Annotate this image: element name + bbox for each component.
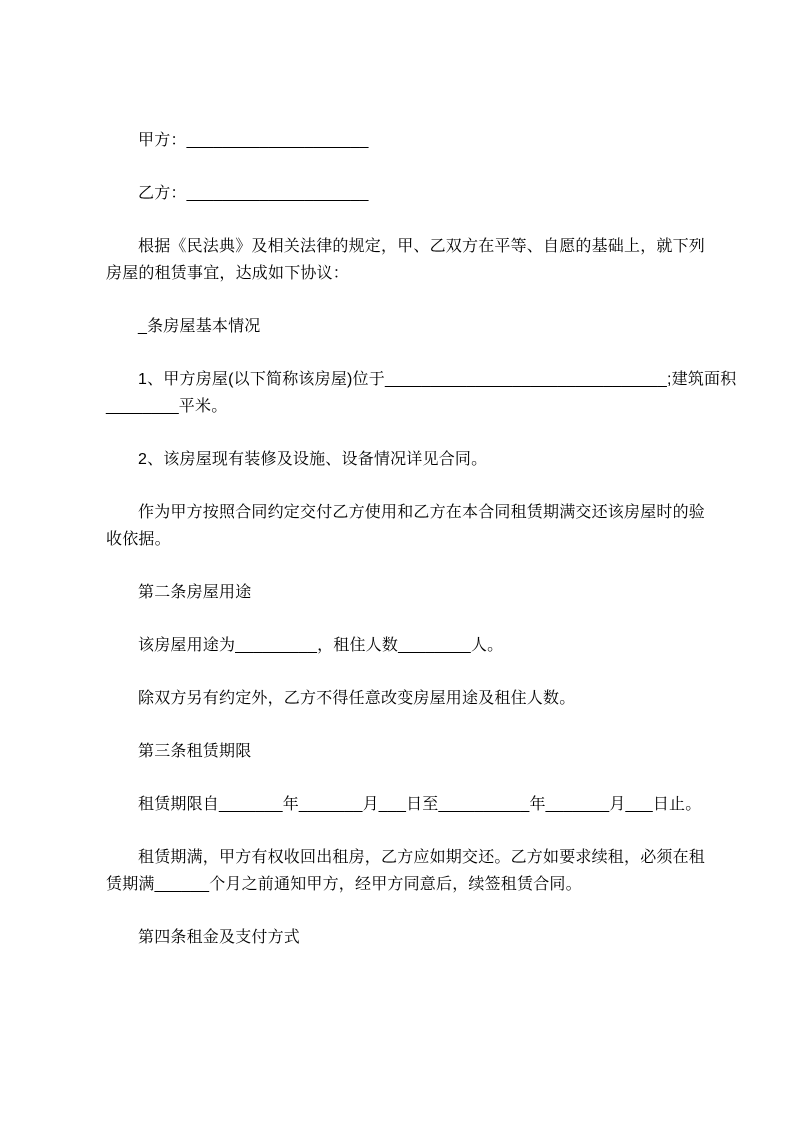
clause-1-heading: _条房屋基本情况 (138, 318, 261, 335)
party-a-line: 甲方：____________________ (138, 132, 369, 149)
clause-2-restriction-line: 除双方另有约定外，乙方不得任意改变房屋用途及租住人数。 (138, 690, 576, 707)
clause-1-item-2-line: 2、该房屋现有装修及设施、设备情况详见合同。 (138, 451, 488, 468)
clause-4-heading: 第四条租金及支付方式 (138, 929, 301, 946)
clause-1-item-1-line-2: ________平米。 (106, 398, 228, 415)
clause-1-acceptance-line-1: 作为甲方按照合同约定交付乙方使用和乙方在本合同租赁期满交还该房屋时的验 (138, 504, 706, 521)
clause-1-acceptance-line-2: 收依据。 (106, 531, 171, 548)
clause-1-item-1-line-1: 1、甲方房屋(以下简称该房屋)位于_______________________________;建筑面积 (138, 371, 737, 388)
clause-2-usage-line: 该房屋用途为_________，租住人数________人。 (138, 637, 504, 654)
clause-3-term-line: 租赁期限自_______年_______月___日至__________年_______月___日止。 (138, 796, 702, 813)
preamble-line-1: 根据《民法典》及相关法律的规定，甲、乙双方在平等、自愿的基础上，就下列 (138, 238, 706, 255)
clause-3-renewal-line-2: 赁期满______个月之前通知甲方，经甲方同意后，续签租赁合同。 (106, 876, 582, 893)
party-b-line: 乙方：____________________ (138, 185, 369, 202)
clause-3-heading: 第三条租赁期限 (138, 743, 252, 760)
clause-3-renewal-line-1: 租赁期满，甲方有权收回出租房，乙方应如期交还。乙方如要求续租，必须在租 (138, 849, 706, 866)
clause-2-heading: 第二条房屋用途 (138, 584, 252, 601)
preamble-line-2: 房屋的租赁事宜，达成如下协议： (106, 265, 350, 282)
